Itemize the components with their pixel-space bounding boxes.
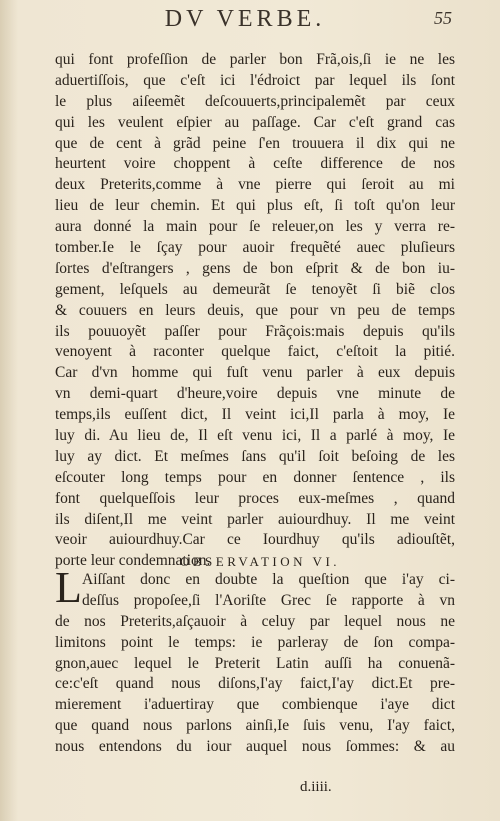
text-line: le plus aiſeemẽt deſcouuerts,principalemẽt par ceux	[55, 92, 455, 110]
text-line: gnon,auec lequel le Preterit Latin auſſi ha conuenã-	[55, 654, 455, 672]
text-line: ils diſent,Il me veint parler auiourdhuy. Il me veint	[55, 510, 455, 528]
text-line: tomber.Ie le ſçay pour auoir frequẽté auec pluſieurs	[55, 239, 455, 257]
text-line: venoyent à raconter quelque faict, c'eſtoit la pitié.	[55, 343, 455, 361]
text-line: Car d'vn homme qui fuſt venu parler à eux depuis	[55, 364, 455, 382]
text-line: porte leur condemnation.	[55, 552, 211, 570]
text-line: mierement i'aduertiray que combienque i'aye dict	[55, 696, 455, 714]
page-header	[0, 4, 500, 44]
text-line: eſcouter long temps pour en donner ſentence , ils	[55, 468, 455, 486]
text-line: que de cent à grãd peine ſ'en trouuera il dix qui ne	[55, 134, 455, 152]
text-line: temps,ils euſſent dict, Il veint ici,Il parla à moy, Ie	[55, 406, 455, 424]
text-line: luy ay dict. Et meſmes ſans qu'il ſoit beſoing de les	[55, 447, 455, 465]
paragraph-1	[55, 50, 455, 572]
drop-cap-initial: L	[55, 563, 82, 612]
page-number: 55	[434, 8, 452, 28]
text-line: qui les veulent eſpier au paſſage. Car c'eſt grand cas	[55, 113, 455, 131]
text-line: veoir auiourdhuy.Car ce Iourdhuy qu'ils adiouſtẽt,	[55, 531, 455, 549]
paragraph-2	[55, 563, 455, 758]
text-line: gement, leſquels au demeurãt ſe tenoyẽt ſi biẽ clos	[55, 280, 455, 298]
text-line: deſſus propoſee,ſi l'Aoriſte Grec ſe rapporte à vn	[82, 591, 455, 609]
text-line: nous entendons du iour auquel nous ſommes: & au	[55, 738, 455, 756]
text-line: & couuers en leurs deuis, que pour vn peu de temps	[55, 301, 455, 319]
text-line: heurtent voire choppent à ceſte difference de nos	[55, 155, 455, 173]
text-line: vn demi-quart d'heure,voire depuis vne minute de	[55, 385, 455, 403]
text-line: que quand nous parlons ainſi,Ie ſuis venu, I'ay faict,	[55, 717, 455, 735]
text-line: de nos Preterits,aſçauoir à celuy par lequel nous ne	[55, 612, 455, 630]
text-line: ce:c'eſt quand nous diſons,I'ay faict,I'ay dict.Et pre-	[55, 675, 455, 693]
text-line: lieu de leur chemin. Et qui plus eſt, ſi toſt qu'on leur	[55, 197, 455, 215]
text-line: aura donné la main pour ſe releuer,on les y verra re-	[55, 218, 455, 236]
text-line: deux Preterits,comme à vne pierre qui ſeroit au mi	[55, 176, 455, 194]
text-line: qui font profeſſion de parler bon Frã,ois,ſi ie ne les	[55, 51, 455, 68]
section-heading: OBSERVATION VI.	[179, 554, 341, 569]
text-line: ils pouuoyẽt paſſer pour Frãçois:mais depuis qu'ils	[55, 322, 455, 340]
text-line: limitons point le temps: ie parleray de ſon compa-	[55, 633, 455, 651]
text-line: Aiſſant donc en doubte la queſtion que i'ay ci-	[82, 571, 455, 588]
signature-mark: d.iiii.	[300, 779, 332, 795]
text-line: luy di. Au lieu de, Il eſt venu ici, Il a parlé à moy, Ie	[55, 427, 455, 445]
text-line: ſortes d'eſtrangers , gens de bon eſprit & de bon iu-	[55, 259, 455, 277]
running-head: DV VERBE.	[164, 6, 326, 32]
text-line: aduertiſſois, que c'eſt ici l'édroict par lequel ils ſont	[55, 71, 455, 89]
text-line: font quelqueſſois leur proces eux-meſmes , quand	[55, 489, 455, 507]
